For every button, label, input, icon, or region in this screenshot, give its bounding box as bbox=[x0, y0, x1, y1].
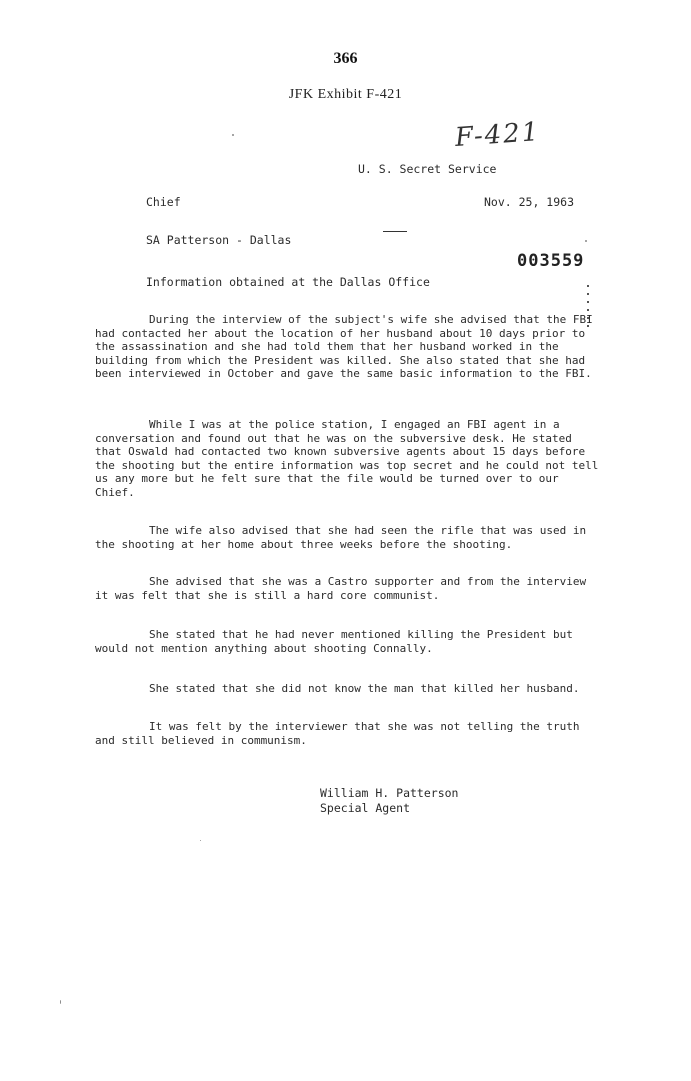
signature-name: William H. Patterson bbox=[320, 786, 459, 800]
body-paragraph-2 bbox=[95, 418, 600, 499]
memo-from: SA Patterson - Dallas bbox=[146, 233, 292, 247]
paragraph-text: While I was at the police station, I engaged an FBI agent in a conversation and found out that he was on the subversive desk. He stated that Oswald had contacted two known subversive agents about 15 days before the shooting but the entire information was top secret and he could not tell us any more but he felt sure that the file would be turned over to our Chief. bbox=[95, 418, 599, 499]
agency-name: U. S. Secret Service bbox=[358, 162, 497, 176]
document-number: 003559 bbox=[517, 251, 585, 271]
body-paragraph-6 bbox=[95, 682, 600, 696]
exhibit-title: JFK Exhibit F-421 bbox=[288, 87, 403, 102]
body-paragraph-3 bbox=[95, 524, 600, 551]
memo-to: Chief bbox=[146, 195, 181, 209]
body-paragraph-4 bbox=[95, 575, 600, 602]
memo-subject: Information obtained at the Dallas Office bbox=[146, 275, 430, 289]
body-paragraph-5 bbox=[95, 628, 600, 655]
signature-title: Special Agent bbox=[320, 801, 411, 815]
paragraph-text: She stated that she did not know the man that killed her husband. bbox=[149, 682, 580, 695]
paragraph-text: During the interview of the subject's wife she advised that the FBI had contacted her about the location of her husband about 10 days prior to the assassination and she had told them that her husband worked in the building from which the President was killed. She also stated that she had been interviewed in October and gave the same basic information to the FBI. bbox=[95, 313, 593, 380]
handwritten-exhibit-mark: F-421 bbox=[454, 117, 542, 153]
memo-date: Nov. 25, 1963 bbox=[484, 195, 575, 209]
paper-speck bbox=[200, 840, 201, 841]
body-paragraph-1 bbox=[95, 313, 600, 381]
paragraph-text: She stated that he had never mentioned killing the President but would not mention anything about shooting Connally. bbox=[95, 628, 573, 655]
paragraph-text: The wife also advised that she had seen the rifle that was used in the shooting at her home about three weeks before the shooting. bbox=[95, 524, 587, 551]
paper-speck bbox=[60, 1000, 61, 1004]
paper-speck bbox=[585, 240, 587, 242]
body-paragraph-7 bbox=[95, 720, 600, 747]
page-number: 366 bbox=[333, 50, 358, 67]
paragraph-text: She advised that she was a Castro supporter and from the interview it was felt that she is still a hard core communist. bbox=[95, 575, 587, 602]
from-line-dash bbox=[383, 231, 407, 232]
paragraph-text: It was felt by the interviewer that she was not telling the truth and still believed in communism. bbox=[95, 720, 580, 747]
paper-speck bbox=[232, 134, 234, 136]
